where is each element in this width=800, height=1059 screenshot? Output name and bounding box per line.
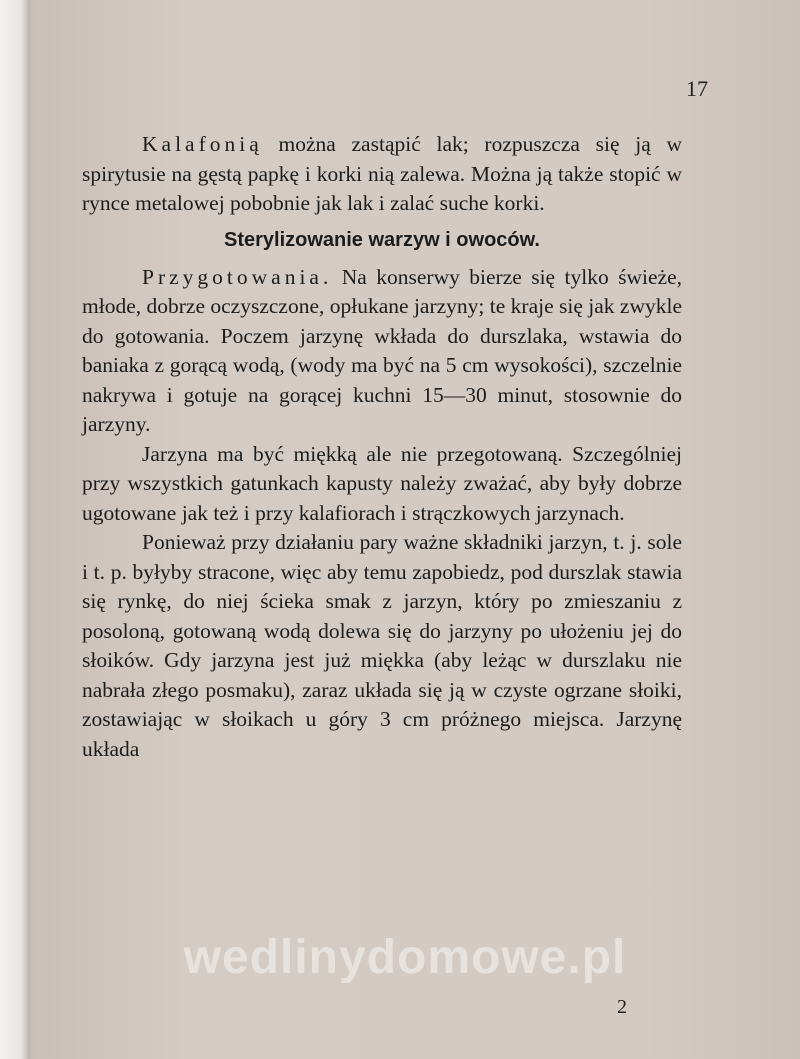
signature-mark: 2 xyxy=(617,996,627,1018)
section-heading: Sterylizowanie warzyw i owoców. xyxy=(223,228,540,251)
watermark: wedlinydomowe.pl xyxy=(183,931,627,984)
page-text xyxy=(82,130,682,764)
paragraph-2: Jarzyna ma być miękką ale nie przegotowaną. Szczególniej przy wszystkich gatunkach kapusty należy zważać, aby były dobrze ugotowane jak też i przy kalafiorach i strączkowych jarzynach. xyxy=(82,441,682,525)
book-gutter xyxy=(0,0,30,1059)
page-number: 17 xyxy=(686,76,708,101)
section-paragraph xyxy=(82,263,682,440)
intro-lead-word: Kalafonią xyxy=(142,132,263,156)
section-lead-word: Przygotowania. xyxy=(142,264,333,289)
section-body: Na konserwy bierze się tylko świeże, młode, dobrze oczyszczone, opłukane jarzyny; te kraje się jak zwykle do gotowania. Poczem jarzynę wkłada do durszlaka, wstawia do baniaka z gorącą wodą, (wody ma być na 5 cm wysokości), szczelnie nakrywa i gotuje na gorącej kuchni 15—30 minut, stosownie do jarzyny. xyxy=(82,264,682,436)
intro-paragraph xyxy=(82,130,682,219)
paragraph-3: Ponieważ przy działaniu pary ważne składniki jarzyn, t. j. sole i t. p. byłyby stracone, więc aby temu zapobiedz, pod durszlak stawia się rynkę, do niej ścieka smak z jarzyn, który po zmieszaniu z posoloną, gotowaną wodą dolewa się do jarzyny po ułożeniu jej do słoików. Gdy jarzyna jest już miękka (aby leżąc w durszlaku nie nabrała złego posmaku), zaraz układa się ją w czyste ogrzane słoiki, zostawiając w słoikach u góry 3 cm próżnego miejsca. Jarzynę układa xyxy=(82,530,682,761)
intro-body: można zastąpić lak; rozpuszcza się ją w spirytusie na gęstą papkę i korki nią zalewa. Można ją także stopić w rynce metalowej pobobnie jak lak i zalać suche korki. xyxy=(82,132,682,215)
